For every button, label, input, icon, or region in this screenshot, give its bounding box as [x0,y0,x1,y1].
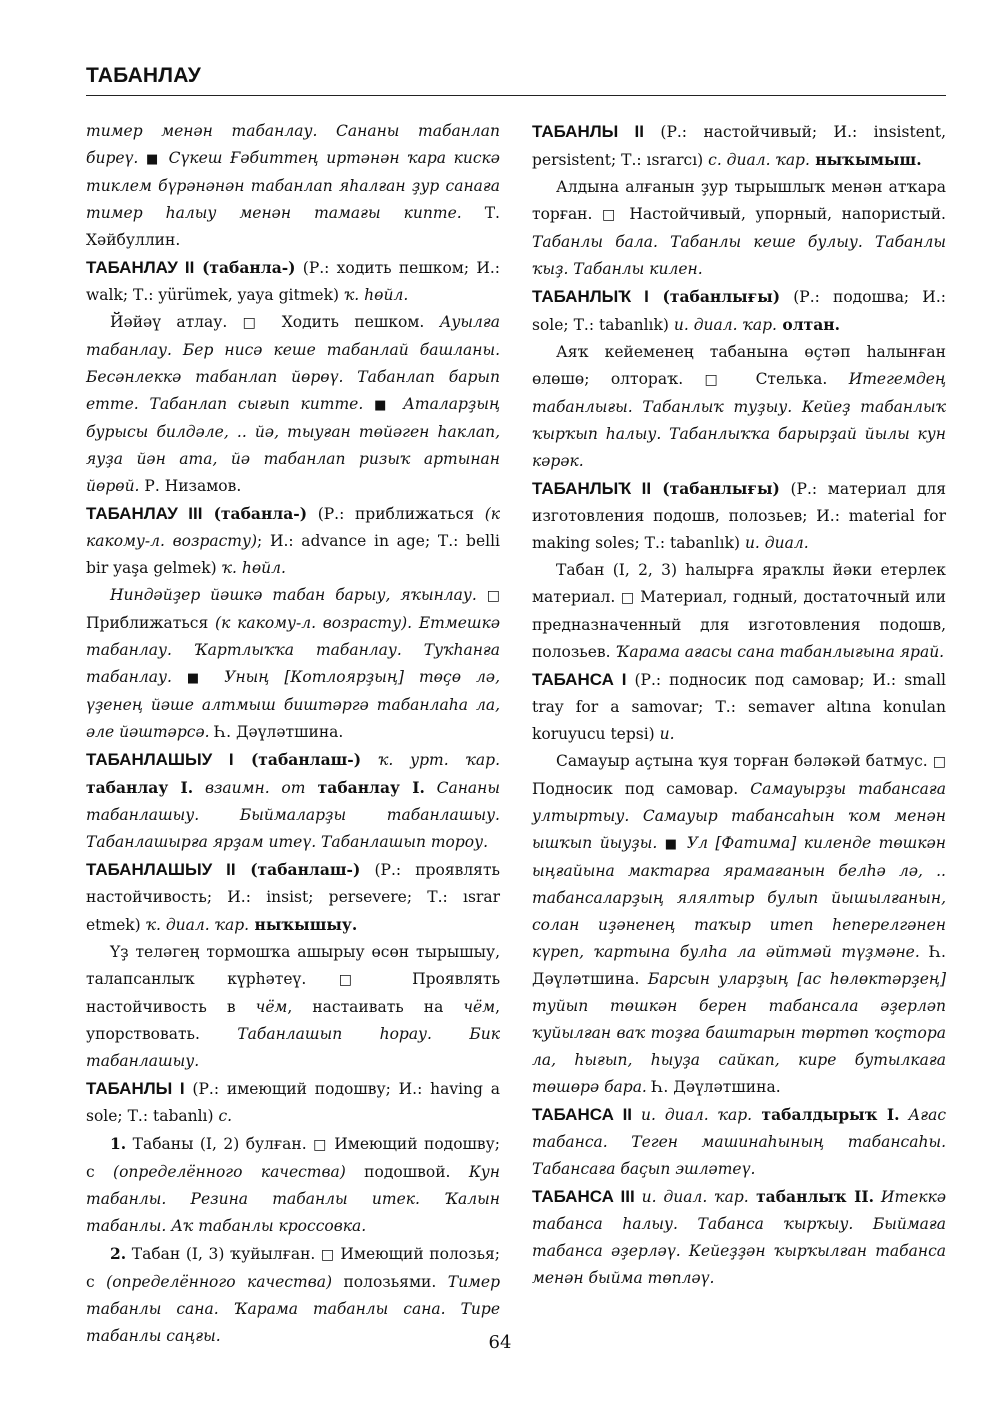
cross-reference: ныҡышыу. [249,915,358,934]
literary-example: Ул [Фатима] киленде төшкән ыңғайына мактарға ярамағанын белһә лә, .. табансаларҙың ялялтыр булып йышылғанын, солан иҙәненең таҡыр итеп һеперелгәнен күреп, ҡартына булһа ла әйтмәй түҙмәне. [532,834,946,961]
russian-translation: , упорствовать. [86,998,500,1043]
entry-header [86,856,500,939]
headword: ТАБАНЛАШЫУ II [86,860,236,879]
example-text: Тимер табанлы сана. Ҡарама табанлы сана. Тире табанлы саңғы. [86,1273,501,1345]
example-text: Ағас табанса. Теген машинаһының табансаһы. Табансаға баҫып эшләтеү. [532,1106,946,1178]
entry-header [86,254,500,309]
headword-stem: (табанлаш-) [233,750,362,769]
translation-note: (к какому-л. возрасту) [86,505,500,550]
russian-translation-marker: □ [601,207,620,223]
russian-translation: Ходить пешком. [266,313,440,331]
example-text: Кун табанлы. Резина табанлы итек. Ҡалын табанлы. Аҡ табанлы кроссовка. [86,1163,501,1235]
grammar-label: ҡ. урт. ҡар. [361,751,500,769]
russian-translation: , настаивать на [287,998,464,1016]
cross-reference: ныҡымыш. [809,150,922,169]
entry-body [532,748,946,1101]
translations: (Р.: подошва; И.: sole; Т.: tabanlık) [532,288,946,334]
cross-reference: табанлау I. [86,778,194,797]
cross-reference: табанлау I. [305,778,425,797]
grammar-label: и. диал. ҡар. [673,316,777,334]
russian-translation: Материал, годный, достаточный или предназначенный для изготовления подошв, полозьев. [532,588,946,661]
entry-body [86,582,500,746]
translations: (Р.: настойчивый; И.: insistent, persistent; Т.: ısrarcı) [532,123,946,169]
example-text: тимер менән табанлау. Сананы табанлап биреү. [86,122,500,167]
entry-body [86,939,500,1075]
entry-header [86,500,500,582]
definition: Үҙ теләгең тормошҡа ашырыу өсөн тырышыу, талапсанлыҡ күрһәтеү. [86,943,500,988]
example-source: Р. Низамов. [139,477,242,495]
russian-translation-marker: □ [242,315,267,331]
grammar-label: ҡ. һөйл. [343,286,409,304]
header-rule [86,95,946,96]
definition: Йәйәү атлау. [110,313,243,331]
definition: Ниндәйҙер йәшкә табан барыу, яҡынлау. [110,586,487,604]
example-text: Итегемдең табанлығы. Табанлыҡ туҙыу. Кейеҙ табанлыҡ ҡырҡып һалыу. Табанлыҡҡа барырҙай йылы кун кәрәк. [532,370,946,470]
grammar-label: и. диал. [744,534,809,552]
example-text: Ауылға табанлау. Бер нисә кеше табанлай башланы. Бесәнлеккә табанлап йөрөү. Табанлап барып етте. Табанлап сығып китте. [86,313,500,413]
literary-example-marker: ■ [664,837,680,852]
entry-body [86,309,500,500]
literary-example: Сүкеш Ғәбиттең иртәнән ҡара кискә тиклем бүрәнәнән табанлап яһалған ҙур санаға тимер һалыу менән тамағы кипте. [86,149,500,222]
translations: (Р.: имеющий подошву; И.: having a sole; Т.: tabanlı) [86,1080,500,1125]
headword: ТАБАНЛЫ I [86,1079,185,1098]
translation-note: чём [463,998,496,1016]
sense [86,1130,500,1240]
example-source: Һ. Дәүләтшина. [646,1078,781,1096]
russian-translation: Имеющий подошву; с [86,1135,500,1181]
definition: Алдына алғанын ҙур тырышлыҡ менән атҡара торған. [532,178,946,223]
headword-stem: (табанла-) [194,258,296,277]
russian-translation-marker: □ [932,754,946,770]
russian-translation-marker: □ [313,1137,328,1153]
left-column [86,118,500,1350]
example-text: Ҡарама ағасы сана табанлығына ярай. [615,643,945,661]
running-head: ТАБАНЛАУ [86,64,202,87]
entry-header [532,283,946,339]
headword: ТАБАНЛЫ II [532,122,644,141]
translations: (Р.: ходить пешком; И.: walk; Т.: yürümek, yaya gitmek) [86,259,500,304]
translations: (Р.: материал для изготовления подошв, полозьев; И.: material for making soles; Т.: tabanlık) [532,480,946,552]
sense-number: 2. [110,1244,127,1263]
translations: (Р.: проявлять настойчивость; И.: insist; persevere; Т.: ısrar etmek) [86,861,500,934]
translations: (Р.: подносик под самовар; И.: small tray for a samovar; Т.: semaver altına konulan koruyucu tepsi) [532,671,947,743]
grammar-label: с. диал. ҡар. [708,151,810,169]
entry-body [532,557,946,666]
headword: ТАБАНСА III [532,1187,635,1206]
sense-number: 1. [110,1134,127,1153]
definition: Табан (I, 2, 3) һалырға яраҡлы йәки етерлек материал. [532,561,946,606]
grammar-label: ҡ. диал. ҡар. [145,916,250,934]
grammar-label: и. [659,725,675,743]
headword: ТАБАНСА I [532,670,627,689]
literary-example: Аталарҙың бурысы билдәле, .. йә, тыуған төйәген һаклап, яуҙа йән ата, йә табанлап ризыҡ артынан йөрөй. [86,395,500,495]
example-source: Һ. Дәүләтшина. [209,723,344,741]
headword-stem: (табанлығы) [651,479,780,498]
example-text: Етмешкә табанлау. Ҡартлыҡҡа табанлау. Туҡһанға табанлау. [86,614,501,686]
headword: ТАБАНСА II [532,1105,633,1124]
russian-translation: полозьями. [332,1273,448,1291]
translations: (Р.: приближаться [307,505,485,523]
example-text: Табанлашып һорау. Бик табанлашыу. [86,1025,500,1070]
grammar-label: ҡ. һөйл. [221,559,286,577]
headword: ТАБАНЛАШЫУ I [86,750,234,769]
example-source: Т. Хәйбуллин. [86,204,500,249]
translations: ; И.: advance in age; Т.: belli bir yaşa gelmek) [86,532,501,577]
definition: Аяҡ кейеменең табанына өҫтәп һалынған өлөшө; олтораҡ. [532,343,946,388]
right-column [532,118,946,1292]
cross-reference: олтан. [776,315,841,334]
literary-example: Уның [Котлоярҙың] төҫө лә, үҙенең йәше алтмыш биштәргә табанлаһа ла, әле йәштәрсә. [86,668,500,741]
translation-note: (к какому-л. возрасту). [215,614,413,632]
cross-reference: табанлыҡ II. [748,1187,875,1206]
russian-translation: Подносик под самовар. [532,780,751,798]
literary-example-marker: ■ [145,152,161,167]
definition: Самауыр аҫтына ҡуя торған бәләкәй батмус. [556,752,933,770]
entry-body [532,339,946,475]
entry-header [532,666,946,748]
page-number: 64 [488,1332,512,1353]
example-text: Сананы табанлашыу. Быймаларҙы табанлашыу. Табанлашырға ярҙам итеү. Табанлашып тороу. [86,779,501,851]
grammar-label: и. диал. ҡар. [632,1106,753,1124]
entry-header [86,746,500,856]
example-text: Самауырҙы табансаға ултыртыу. Самауыр табансаһын ҡом менән ышҡып йыуҙы. [532,780,946,852]
literary-example-marker: ■ [186,671,210,686]
headword: ТАБАНЛЫҠ II [532,479,652,498]
russian-translation: Проявлять настойчивость в [86,970,501,1016]
headword: ТАБАНЛАУ II [86,258,195,277]
russian-translation: подошвой. [345,1163,469,1181]
russian-translation-marker: □ [338,972,380,988]
grammar-label: взаимн. от [193,779,306,797]
headword-stem: (табанла-) [202,504,308,523]
russian-translation: Приближаться [86,614,216,632]
entry-continuation [86,118,500,254]
definition: Табан (I, 3) ҡуйылған. [126,1245,321,1263]
literary-example-marker: ■ [374,398,393,413]
translation-note: чём [255,998,288,1016]
headword: ТАБАНЛАУ III [86,504,203,523]
entry-body [532,174,946,283]
translation-note: (определённого качества) [113,1163,346,1181]
example-source: Һ. Дәүләтшина. [532,943,946,988]
russian-translation: Имеющий полозья; с [86,1245,501,1291]
definition: Табаны (I, 2) булған. [126,1135,314,1153]
russian-translation-marker: □ [320,1247,335,1263]
russian-translation: Стелька. [734,370,849,388]
entry-header [86,1075,500,1130]
headword: ТАБАНЛЫҠ I [532,287,649,306]
entry-header [532,475,946,557]
russian-translation-marker: □ [704,372,735,388]
entry-header [532,1183,946,1292]
grammar-label: с. [218,1107,233,1125]
russian-translation: Настойчивый, упорный, напористый. [619,205,946,223]
russian-translation-marker: □ [620,590,635,606]
grammar-label: и. диал. ҡар. [634,1188,749,1206]
cross-reference: табалдырыҡ I. [752,1105,900,1124]
russian-translation-marker: □ [486,588,500,604]
entry-header [532,118,946,174]
headword-stem: (табанлаш-) [235,860,361,879]
literary-example: Барсын уларҙың [ас һөлөктәрҙең] туйып төшкән берен табансала әҙерләп ҡуйылған ваҡ тоҙға баштарын төртөп ҡоҫтора ла, һығып, һыуҙа сайкап, кире бутылкаға төшөрә бара. [532,970,946,1096]
example-text: Итеккә табанса һалыу. Табанса ҡырҡыу. Быймаға табанса әҙерләү. Кейеҙҙән ҡырҡылған табанса менән быйма төпләү. [532,1188,947,1287]
headword-stem: (табанлығы) [648,287,781,306]
translation-note: (определённого качества) [106,1273,332,1291]
entry-header [532,1101,946,1183]
example-text: Табанлы бала. Табанлы кеше булыу. Табанлы ҡыҙ. Табанлы килен. [532,233,946,278]
